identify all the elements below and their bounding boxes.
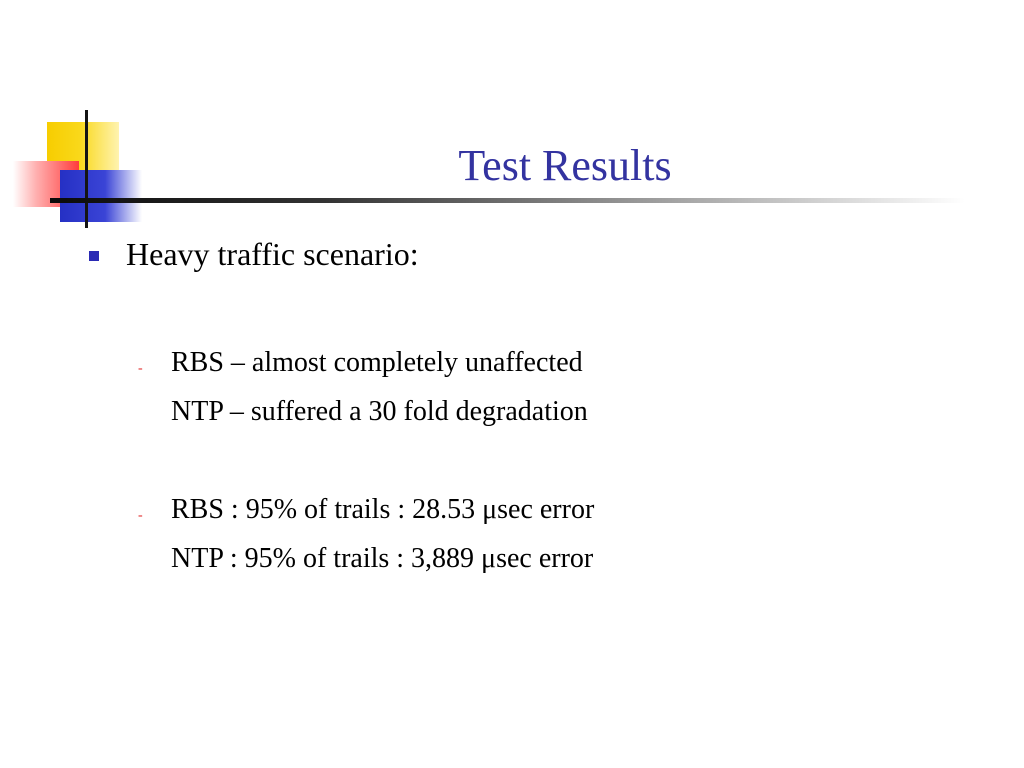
bullet-heavy-traffic: Heavy traffic scenario: bbox=[126, 236, 419, 272]
sub-bullet-line: RBS : 95% of trails : 28.53 μsec error bbox=[171, 494, 595, 525]
sub-bullet-line: NTP – suffered a 30 fold degradation bbox=[171, 396, 588, 427]
slide-title: Test Results bbox=[458, 141, 672, 190]
sub-bullet-dash-icon: - bbox=[138, 361, 143, 376]
decorative-logo bbox=[0, 0, 160, 240]
sub-bullet-dash-icon: - bbox=[138, 508, 143, 523]
sub-bullet-line: NTP : 95% of trails : 3,889 μsec error bbox=[171, 543, 594, 574]
bullet-square-icon bbox=[89, 251, 99, 261]
title-underline-rule bbox=[50, 198, 965, 203]
sub-bullet-line: RBS – almost completely unaffected bbox=[171, 347, 583, 378]
